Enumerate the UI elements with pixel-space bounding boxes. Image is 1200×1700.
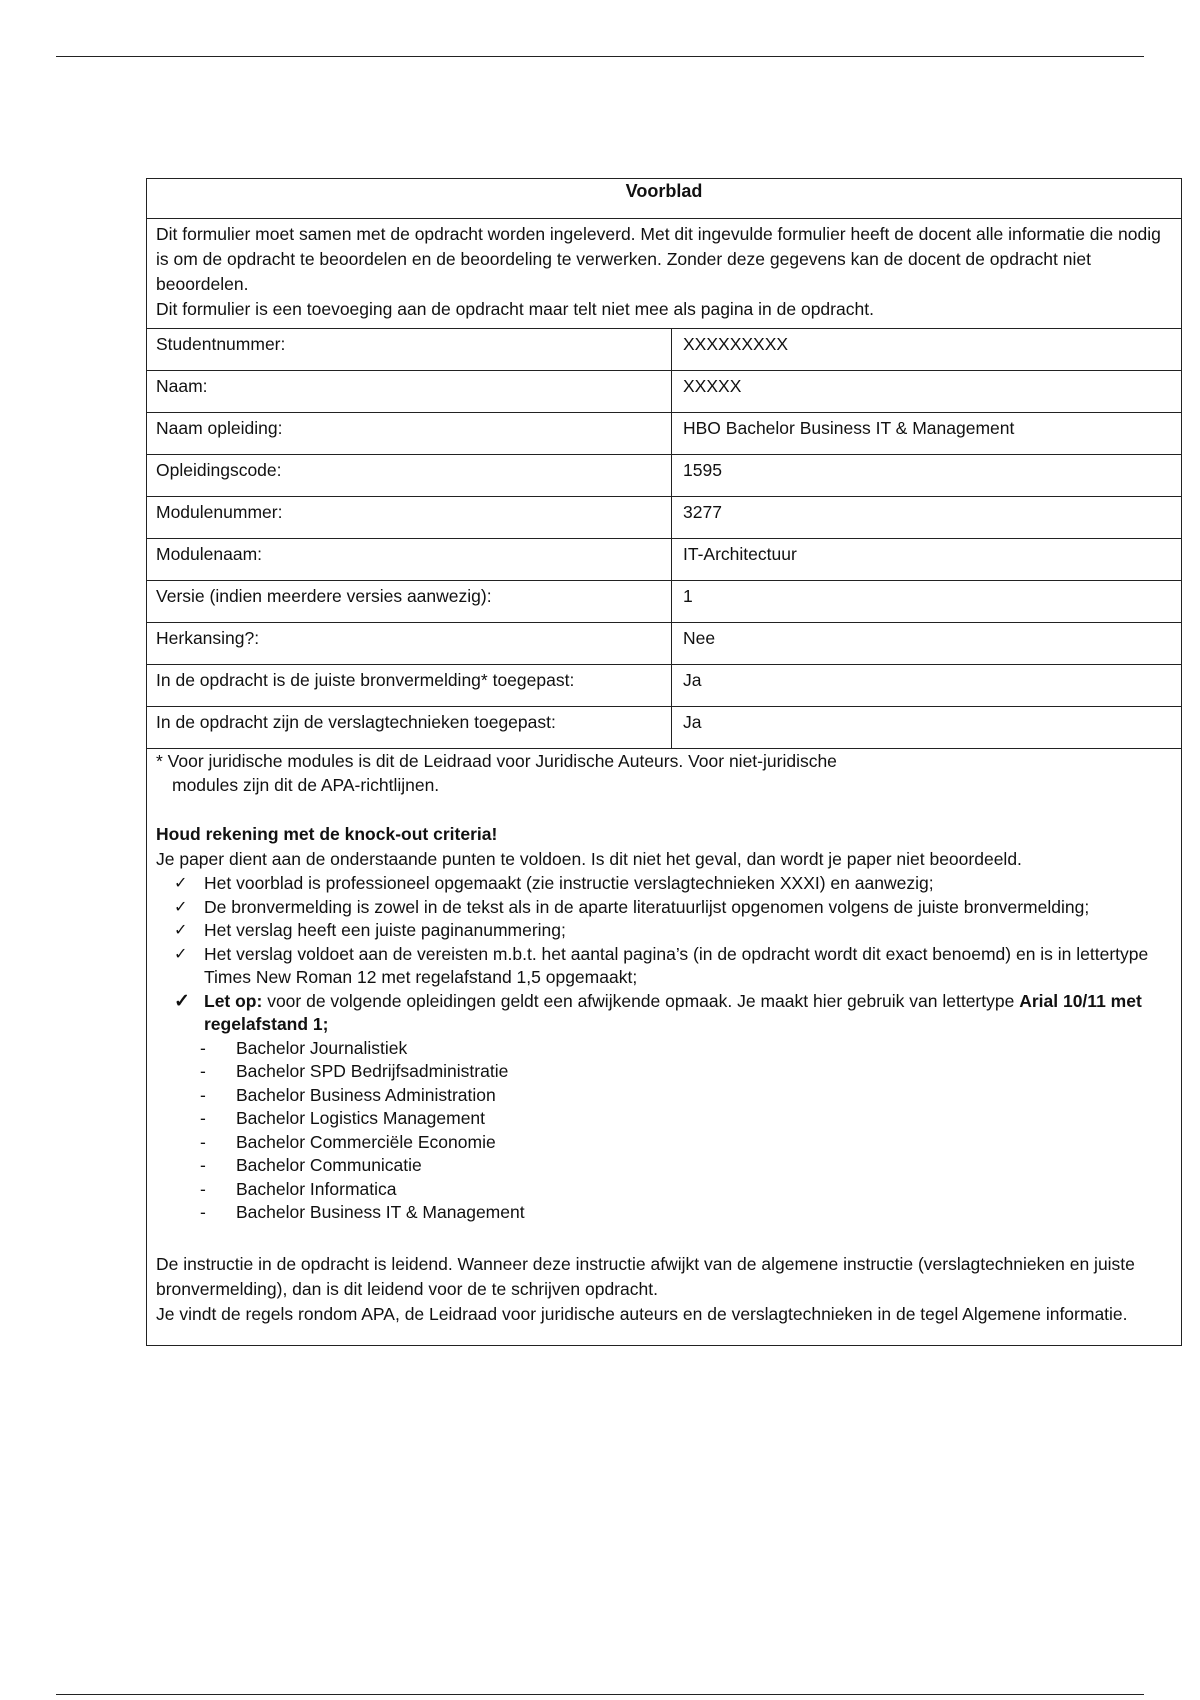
field-row-opleidingscode (147, 455, 1181, 497)
list-item (200, 1154, 1172, 1178)
closing-section (156, 1252, 1172, 1327)
footer-rule (56, 1694, 1144, 1695)
program-name: Bachelor SPD Bedrijfsadministratie (236, 1061, 509, 1081)
field-value-opleidingscode: 1595 (683, 460, 722, 480)
knockout-heading: Houd rekening met de knock-out criteria! (156, 824, 498, 844)
closing-paragraph-1: De instructie in de opdracht is leidend. Wanneer deze instructie afwijkt van de algemene instructie (verslagtechnieken en juiste bronvermelding), dan is dit leidend voor de te schrijven opdracht. (156, 1253, 1135, 1299)
program-name: Bachelor Logistics Management (236, 1108, 486, 1128)
field-row-herkansing (147, 623, 1181, 665)
header-rule (56, 56, 1144, 57)
program-name: Bachelor Business Administration (236, 1084, 496, 1105)
footnote-line-1: * Voor juridische modules is dit de Leidraad voor Juridische Auteurs. Voor niet-juridische (156, 751, 837, 771)
list-item (174, 919, 1172, 943)
list-item (174, 896, 1172, 920)
program-name: Bachelor Business IT & Management (236, 1202, 525, 1222)
field-row-modulenaam (147, 539, 1181, 581)
field-value-modulenummer: 3277 (683, 502, 722, 522)
list-item-let-op (174, 990, 1172, 1037)
checkmark-icon: ✓ (174, 875, 188, 892)
let-op-label: Let op: (204, 990, 263, 1011)
checkmark-icon: ✓ (174, 990, 190, 1012)
field-label: In de opdracht is de juiste bronvermelding* toegepast: (147, 665, 672, 706)
cover-form (146, 178, 1182, 1346)
field-label: Modulenaam: (147, 539, 672, 580)
knockout-intro: Je paper dient aan de onderstaande punten te voldoen. Is dit niet het geval, dan wordt je paper niet beoordeeld. (156, 849, 1022, 869)
dash-bullet: - (200, 1178, 206, 1199)
field-value-modulenaam: IT-Architectuur (683, 544, 797, 564)
footnote (156, 749, 1172, 797)
list-item (200, 1131, 1172, 1155)
form-intro (147, 219, 1181, 329)
intro-paragraph-2: Dit formulier is een toevoeging aan de opdracht maar telt niet mee als pagina in de opdracht. (156, 299, 874, 319)
checkmark-icon: ✓ (174, 898, 188, 916)
program-name: Bachelor Journalistiek (236, 1037, 408, 1058)
field-value-bronvermelding: Ja (683, 670, 702, 690)
field-value-verslagtechnieken: Ja (683, 712, 702, 732)
list-item (174, 943, 1172, 990)
intro-paragraph-1: Dit formulier moet samen met de opdracht worden ingeleverd. Met dit ingevulde formulier heeft de docent alle informatie die nodig is om de opdracht te beoordelen en de beoordeling te verwerken. Zonder deze gegevens kan de docent de opdracht niet beoordelen. (156, 224, 1161, 294)
criteria-list (156, 872, 1172, 1037)
criterion-text: Het voorblad is professioneel opgemaakt (zie instructie verslagtechnieken XXXI) en aanwezig; (204, 873, 934, 893)
checkmark-icon: ✓ (174, 945, 188, 963)
field-value-naam: XXXXX (683, 376, 742, 396)
field-value-herkansing: Nee (683, 628, 716, 648)
dash-bullet: - (200, 1155, 206, 1175)
field-row-verslagtechnieken (147, 707, 1181, 749)
form-title: Voorblad (147, 179, 1181, 219)
closing-paragraph-2: Je vindt de regels rondom APA, de Leidraad voor juridische auteurs en de verslagtechnieken in de tegel Algemene informatie. (156, 1303, 1128, 1324)
notes-section (147, 749, 1181, 1345)
program-name: Bachelor Commerciële Economie (236, 1131, 496, 1152)
field-row-versie (147, 581, 1181, 623)
program-name: Bachelor Informatica (236, 1178, 397, 1199)
field-row-naam (147, 371, 1181, 413)
let-op-text: voor de volgende opleidingen geldt een afwijkende opmaak. Je maakt hier gebruik van lettertype (262, 990, 1020, 1011)
dash-bullet: - (200, 1084, 206, 1105)
field-label: Versie (indien meerdere versies aanwezig): (147, 581, 672, 622)
field-row-modulenummer (147, 497, 1181, 539)
field-row-bronvermelding (147, 665, 1181, 707)
criterion-text: Het verslag heeft een juiste paginanummering; (204, 920, 566, 940)
programs-list (156, 1037, 1172, 1225)
criterion-text: De bronvermelding is zowel in de tekst als in de aparte literatuurlijst opgenomen volgens de juiste bronvermelding; (204, 896, 1090, 917)
list-item (200, 1201, 1172, 1225)
field-value-versie: 1 (683, 586, 693, 606)
criterion-text: Het verslag voldoet aan de vereisten m.b.t. het aantal pagina’s (in de opdracht wordt dit exact benoemd) en is in lettertype Times New Roman 12 met regelafstand 1,5 opgemaakt; (204, 943, 1149, 987)
dash-bullet: - (200, 1108, 206, 1128)
field-label: Opleidingscode: (147, 455, 672, 496)
field-label: In de opdracht zijn de verslagtechnieken toegepast: (147, 707, 672, 748)
footnote-line-2: modules zijn dit de APA-richtlijnen. (172, 775, 440, 795)
field-label: Herkansing?: (147, 623, 672, 664)
field-value-naam-opleiding: HBO Bachelor Business IT & Management (683, 418, 1015, 438)
field-label: Naam opleiding: (147, 413, 672, 454)
field-label: Modulenummer: (147, 497, 672, 538)
list-item (200, 1084, 1172, 1108)
let-op-bold-text: Arial 10/11 met regelafstand 1; (204, 990, 1142, 1034)
list-item (200, 1178, 1172, 1202)
dash-bullet: - (200, 1202, 206, 1222)
program-name: Bachelor Communicatie (236, 1155, 422, 1175)
field-row-naam-opleiding (147, 413, 1181, 455)
dash-bullet: - (200, 1061, 206, 1081)
list-item (200, 1107, 1172, 1131)
list-item (200, 1060, 1172, 1084)
dash-bullet: - (200, 1037, 206, 1058)
dash-bullet: - (200, 1131, 206, 1152)
checkmark-icon: ✓ (174, 922, 188, 939)
field-label: Studentnummer: (147, 329, 672, 370)
field-value-studentnummer: XXXXXXXXX (683, 334, 789, 354)
list-item (200, 1037, 1172, 1061)
list-item (174, 872, 1172, 896)
field-row-studentnummer (147, 329, 1181, 371)
field-label: Naam: (147, 371, 672, 412)
